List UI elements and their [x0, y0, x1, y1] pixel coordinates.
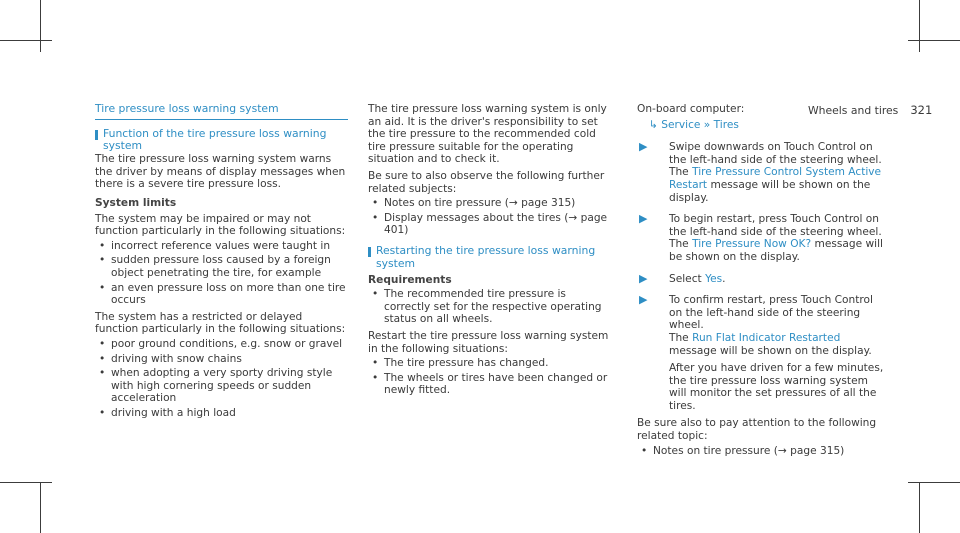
also-text: Be sure also to pay attention to the following related topic: — [637, 417, 877, 443]
header-section: Wheels and tires — [808, 104, 899, 117]
step-arrow-icon: ▶ — [639, 212, 648, 226]
crop-mark — [919, 0, 920, 52]
requirements-list — [368, 288, 615, 326]
observe-list — [368, 197, 615, 237]
subsection-function: Function of the tire pressure loss warning system — [95, 128, 348, 154]
list-item: • incorrect reference values were taught in — [95, 240, 348, 253]
column-3 — [637, 103, 885, 461]
subsection-restarting: Restarting the tire pressure loss warning system — [368, 245, 615, 271]
system-limits-heading: System limits — [95, 196, 177, 209]
list-item: • The tire pressure has changed. — [368, 357, 615, 370]
column-1 — [95, 103, 348, 423]
cross-reference-link[interactable]: • Notes on tire pressure (→ page 315) — [637, 445, 885, 458]
restart-intro: Restart the tire pressure loss warning system in the following situations: — [368, 329, 609, 355]
list-item: • The wheels or tires have been changed or newly fitted. — [368, 372, 615, 397]
onboard-label: On-board computer: — [637, 103, 745, 115]
section-title: Tire pressure loss warning system — [95, 103, 348, 120]
column-2 — [368, 103, 615, 401]
observe-text: Be sure to also observe the following further related subjects: — [368, 169, 605, 195]
return-arrow-icon: ↳ — [649, 118, 658, 131]
step-arrow-icon: ▶ — [639, 293, 648, 307]
crop-mark — [908, 40, 960, 41]
list-item: • driving with snow chains — [95, 353, 348, 366]
restart-list — [368, 357, 615, 397]
step-arrow-icon: ▶ — [639, 140, 648, 154]
limits-intro: The system may be impaired or may not function particularly in the following situations: — [95, 212, 346, 238]
cross-reference-link[interactable]: • Display messages about the tires (→ page 401) — [368, 212, 615, 237]
double-chevron-icon: » — [703, 118, 711, 131]
step-3: ▶ Select Yes. — [639, 271, 726, 285]
limits-list — [95, 240, 348, 307]
crop-mark — [919, 482, 920, 533]
delayed-list — [95, 338, 348, 420]
step-arrow-icon: ▶ — [639, 271, 648, 285]
step-1: ▶ Swipe downwards on Touch Control on the left-hand side of the steering wheel. The Tire Pressure Control System Active Restart message will be shown on the display. — [639, 140, 882, 204]
list-item: • The recommended tire pressure is correctly set for the respective operating status on all wheels. — [368, 288, 615, 326]
list-item: • an even pressure loss on more than one tire occurs — [95, 282, 348, 307]
display-message: Tire Pressure Now OK? — [692, 238, 812, 251]
intro-text: The tire pressure loss warning system warns the driver by means of display messages when there is a severe tire pressure loss. — [95, 153, 346, 191]
step-4: ▶ To confirm restart, press Touch Control on the left-hand side of the steering wheel. The Run Flat Indicator Restarted message will be shown on the display. After you have driven for a few minutes, the tire pressure loss warning system will monitor the set pressures of all the tires. — [639, 293, 884, 412]
display-message: Tire Pressure Control System Active Restart — [669, 166, 882, 191]
menu-path — [637, 119, 885, 132]
requirements-heading: Requirements — [368, 273, 452, 286]
step-4-note: After you have driven for a few minutes, the tire pressure loss warning system will monitor the set pressures of all the tires. — [669, 362, 884, 412]
crop-mark — [0, 40, 52, 41]
aid-text: The tire pressure loss warning system is only an aid. It is the driver's responsibility to set the tire pressure to the recommended cold tire pressure suitable for the operating situation and to check it. — [368, 103, 607, 166]
crop-mark — [0, 482, 52, 483]
cross-reference-link[interactable]: • Notes on tire pressure (→ page 315) — [368, 197, 615, 210]
also-list — [637, 445, 885, 458]
list-item: • driving with a high load — [95, 407, 348, 420]
menu-tires: Tires — [713, 118, 739, 131]
list-item: • poor ground conditions, e.g. snow or gravel — [95, 338, 348, 351]
crop-mark — [40, 0, 41, 52]
yes-option: Yes — [705, 272, 723, 285]
menu-service: Service — [661, 118, 701, 131]
list-item: • when adopting a very sporty driving style with high cornering speeds or sudden acceleration — [95, 367, 348, 405]
step-2: ▶ To begin restart, press Touch Control on the left-hand side of the steering wheel. The Tire Pressure Now OK? message will be shown on the display. — [639, 212, 883, 263]
display-message: Run Flat Indicator Restarted — [692, 331, 841, 344]
list-item: • sudden pressure loss caused by a foreign object penetrating the tire, for example — [95, 254, 348, 279]
delayed-intro: The system has a restricted or delayed function particularly in the following situations: — [95, 310, 346, 336]
crop-mark — [908, 482, 960, 483]
crop-mark — [40, 482, 41, 533]
page-number: 321 — [910, 103, 933, 117]
